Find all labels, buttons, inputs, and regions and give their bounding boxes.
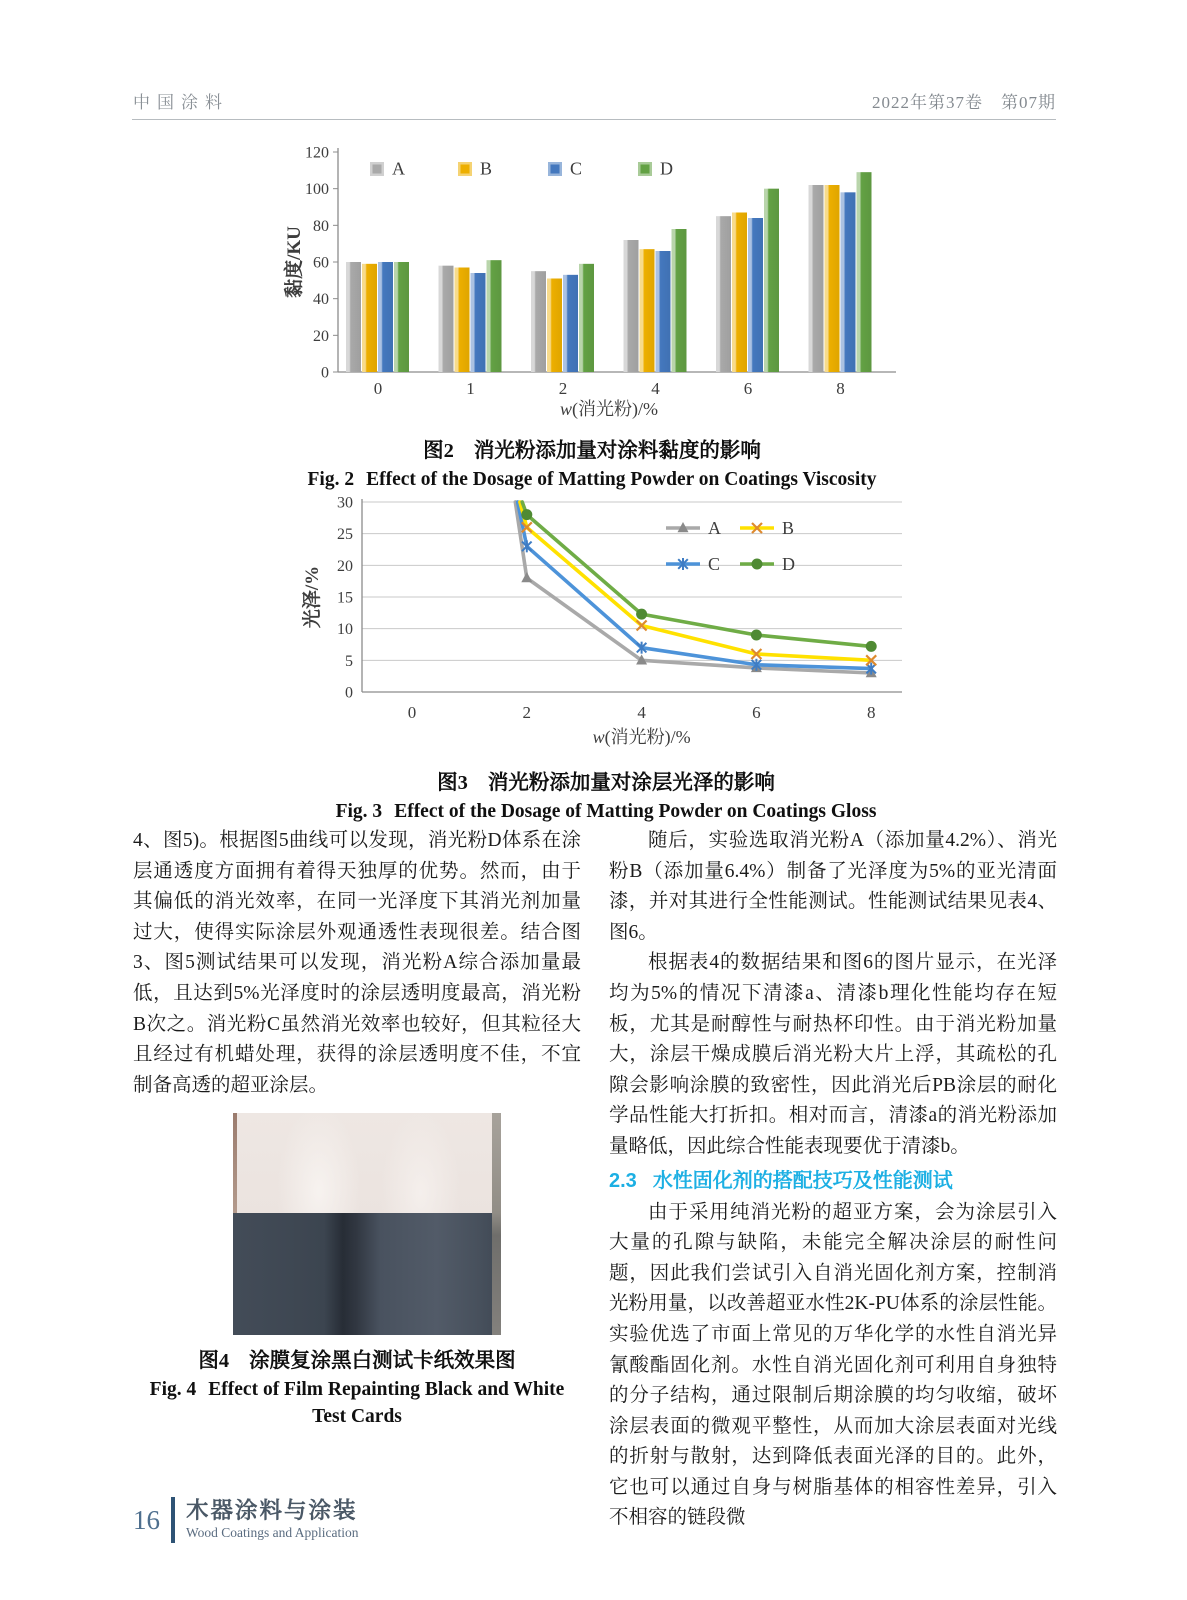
figure3-label-en: Fig. 3 (335, 801, 383, 822)
svg-text:A: A (708, 518, 721, 538)
figure2-caption-cn (282, 433, 902, 463)
svg-text:30: 30 (337, 494, 353, 512)
viscosity-bar-chart (282, 138, 902, 420)
right-paragraph-3: 由于采用纯消光粉的超亚方案，会为涂层引入大量的孔隙与缺陷，未能完全解决涂层的耐性问题，因此我们尝试引入自消光固化剂方案，控制消光粉用量，以改善超亚水性2K-PU体系的涂层性能。实验优选了市面上常见的万华化学的水性自消光异氰酸酯固化剂。水性自消光固化剂可利用自身独特的分子结构，通过限制后期涂膜的均匀收缩，破坏涂层表面的微观平整性，从而加大涂层表面对光线的折射与散射，达到降低表面光泽的目的。此外，它也可以通过自身与树脂基体的相容性差异，引入不相容的链段微 (609, 1201, 1057, 1529)
svg-text:15: 15 (337, 589, 353, 607)
svg-text:6: 6 (752, 703, 761, 722)
svg-text:w(消光粉)/%: w(消光粉)/% (592, 727, 691, 747)
svg-text:120: 120 (305, 144, 329, 162)
svg-text:4: 4 (637, 703, 646, 722)
svg-text:4: 4 (651, 379, 660, 398)
svg-text:8: 8 (866, 703, 876, 722)
figure3-caption-cn (296, 765, 916, 795)
figure3-title-cn: 消光粉添加量对涂层光泽的影响 (487, 772, 775, 794)
test-card-black-half (233, 1213, 501, 1335)
figure4-photo (233, 1113, 501, 1335)
gloss-line-chart (296, 488, 916, 752)
issue-info: 2022年第37卷 第07期 (872, 93, 1056, 112)
page-footer (133, 1497, 359, 1543)
figure4-title-en: Effect of Film Repainting Black and White Test Cards (208, 1379, 565, 1427)
journal-name: 中国涂料 (133, 93, 229, 112)
svg-text:40: 40 (313, 291, 329, 309)
svg-text:2: 2 (558, 379, 568, 398)
footer-journal-en: Wood Coatings and Application (186, 1525, 359, 1541)
section-heading-2-3 (609, 1166, 1057, 1196)
right-paragraph-2: 根据表4的数据结果和图6的图片显示，在光泽均为5%的情况下清漆a、清漆b理化性能均存在短板，尤其是耐醇性与耐热杯印性。由于消光粉加量大，涂层干燥成膜后消光粉大片上浮，其疏松的孔隙会影响涂膜的致密性，因此消光后PB涂层的耐化学品性能大打折扣。相对而言，清漆a的消光粉添加量略低，因此综合性能表现要优于清漆b。 (609, 952, 1057, 1157)
figure2-title-en: Effect of the Dosage of Matting Powder on Coatings Viscosity (366, 469, 877, 490)
body-columns (133, 826, 1057, 1534)
figure2-label-cn: 图2 (423, 440, 454, 462)
svg-text:25: 25 (337, 526, 353, 544)
figure4-caption-en (133, 1377, 581, 1430)
left-column (133, 826, 581, 1534)
test-card-white-half (233, 1113, 501, 1213)
svg-text:B: B (480, 158, 493, 179)
figure4-label-en: Fig. 4 (149, 1379, 197, 1401)
svg-text:8: 8 (836, 379, 845, 398)
svg-text:C: C (708, 554, 721, 574)
figure3-caption-en (296, 799, 916, 825)
svg-text:w(消光粉)/%: w(消光粉)/% (560, 399, 658, 419)
svg-text:D: D (782, 554, 795, 574)
svg-text:B: B (782, 518, 795, 538)
figure2-caption (282, 433, 902, 493)
page-number: 16 (133, 1504, 160, 1535)
svg-text:C: C (570, 158, 583, 179)
svg-text:A: A (392, 158, 405, 179)
section-number: 2.3 (609, 1169, 637, 1192)
left-paragraph: 4、图5)。根据图5曲线可以发现，消光粉D体系在涂层通透度方面拥有着得天独厚的优势。然而，由于其偏低的消光效率，在同一光泽度下其消光剂加量过大，使得实际涂层外观通透性表现很差。结合图3、图5测试结果可以发现，消光粉A综合添加量最低，且达到5%光泽度时的涂层透明度最高，消光粉B次之。消光粉C虽然消光效率也较好，但其粒径大且经过有机蜡处理，获得的涂层透明度不佳，不宜制备高透的超亚涂层。 (133, 830, 581, 1096)
photo-left-edge (233, 1113, 237, 1213)
svg-text:D: D (660, 158, 673, 179)
right-column (609, 826, 1057, 1534)
svg-text:60: 60 (313, 254, 329, 272)
figure2-label-en: Fig. 2 (307, 469, 355, 490)
svg-text:0: 0 (321, 364, 329, 382)
figure-3 (296, 488, 916, 825)
figure4-title-cn: 涂膜复涂黑白测试卡纸效果图 (249, 1350, 516, 1373)
svg-text:0: 0 (345, 684, 353, 702)
svg-text:20: 20 (337, 557, 353, 575)
section-title: 水性固化剂的搭配技巧及性能测试 (652, 1169, 953, 1192)
figure3-title-en: Effect of the Dosage of Matting Powder on Coatings Gloss (394, 801, 877, 822)
figure4-label-cn: 图4 (198, 1350, 230, 1373)
figure4-caption-cn (133, 1343, 581, 1373)
footer-journal-block (186, 1499, 359, 1542)
footer-divider (171, 1497, 175, 1543)
footer-journal-cn: 木器涂料与涂装 (186, 1497, 358, 1523)
photo-right-edge (492, 1113, 501, 1335)
svg-text:6: 6 (743, 379, 753, 398)
figure2-title-cn: 消光粉添加量对涂料黏度的影响 (473, 440, 761, 462)
svg-text:0: 0 (407, 703, 417, 722)
page-header (133, 88, 1056, 113)
svg-text:20: 20 (313, 327, 329, 345)
svg-text:黏度/KU: 黏度/KU (284, 226, 305, 298)
svg-text:5: 5 (345, 652, 353, 670)
svg-text:0: 0 (373, 379, 383, 398)
svg-text:光泽/%: 光泽/% (302, 565, 323, 629)
svg-text:1: 1 (466, 379, 475, 398)
svg-text:100: 100 (305, 181, 329, 199)
figure3-label-cn: 图3 (437, 772, 468, 794)
figure3-caption (296, 765, 916, 825)
svg-text:10: 10 (337, 621, 353, 639)
svg-text:2: 2 (522, 703, 532, 722)
svg-text:80: 80 (313, 217, 329, 235)
right-paragraph-1: 随后，实验选取消光粉A（添加量4.2%）、消光粉B（添加量6.4%）制备了光泽度为5%的亚光清面漆，并对其进行全性能测试。性能测试结果见表4、图6。 (609, 830, 1057, 943)
figure-2 (282, 138, 902, 493)
header-rule (132, 119, 1056, 120)
